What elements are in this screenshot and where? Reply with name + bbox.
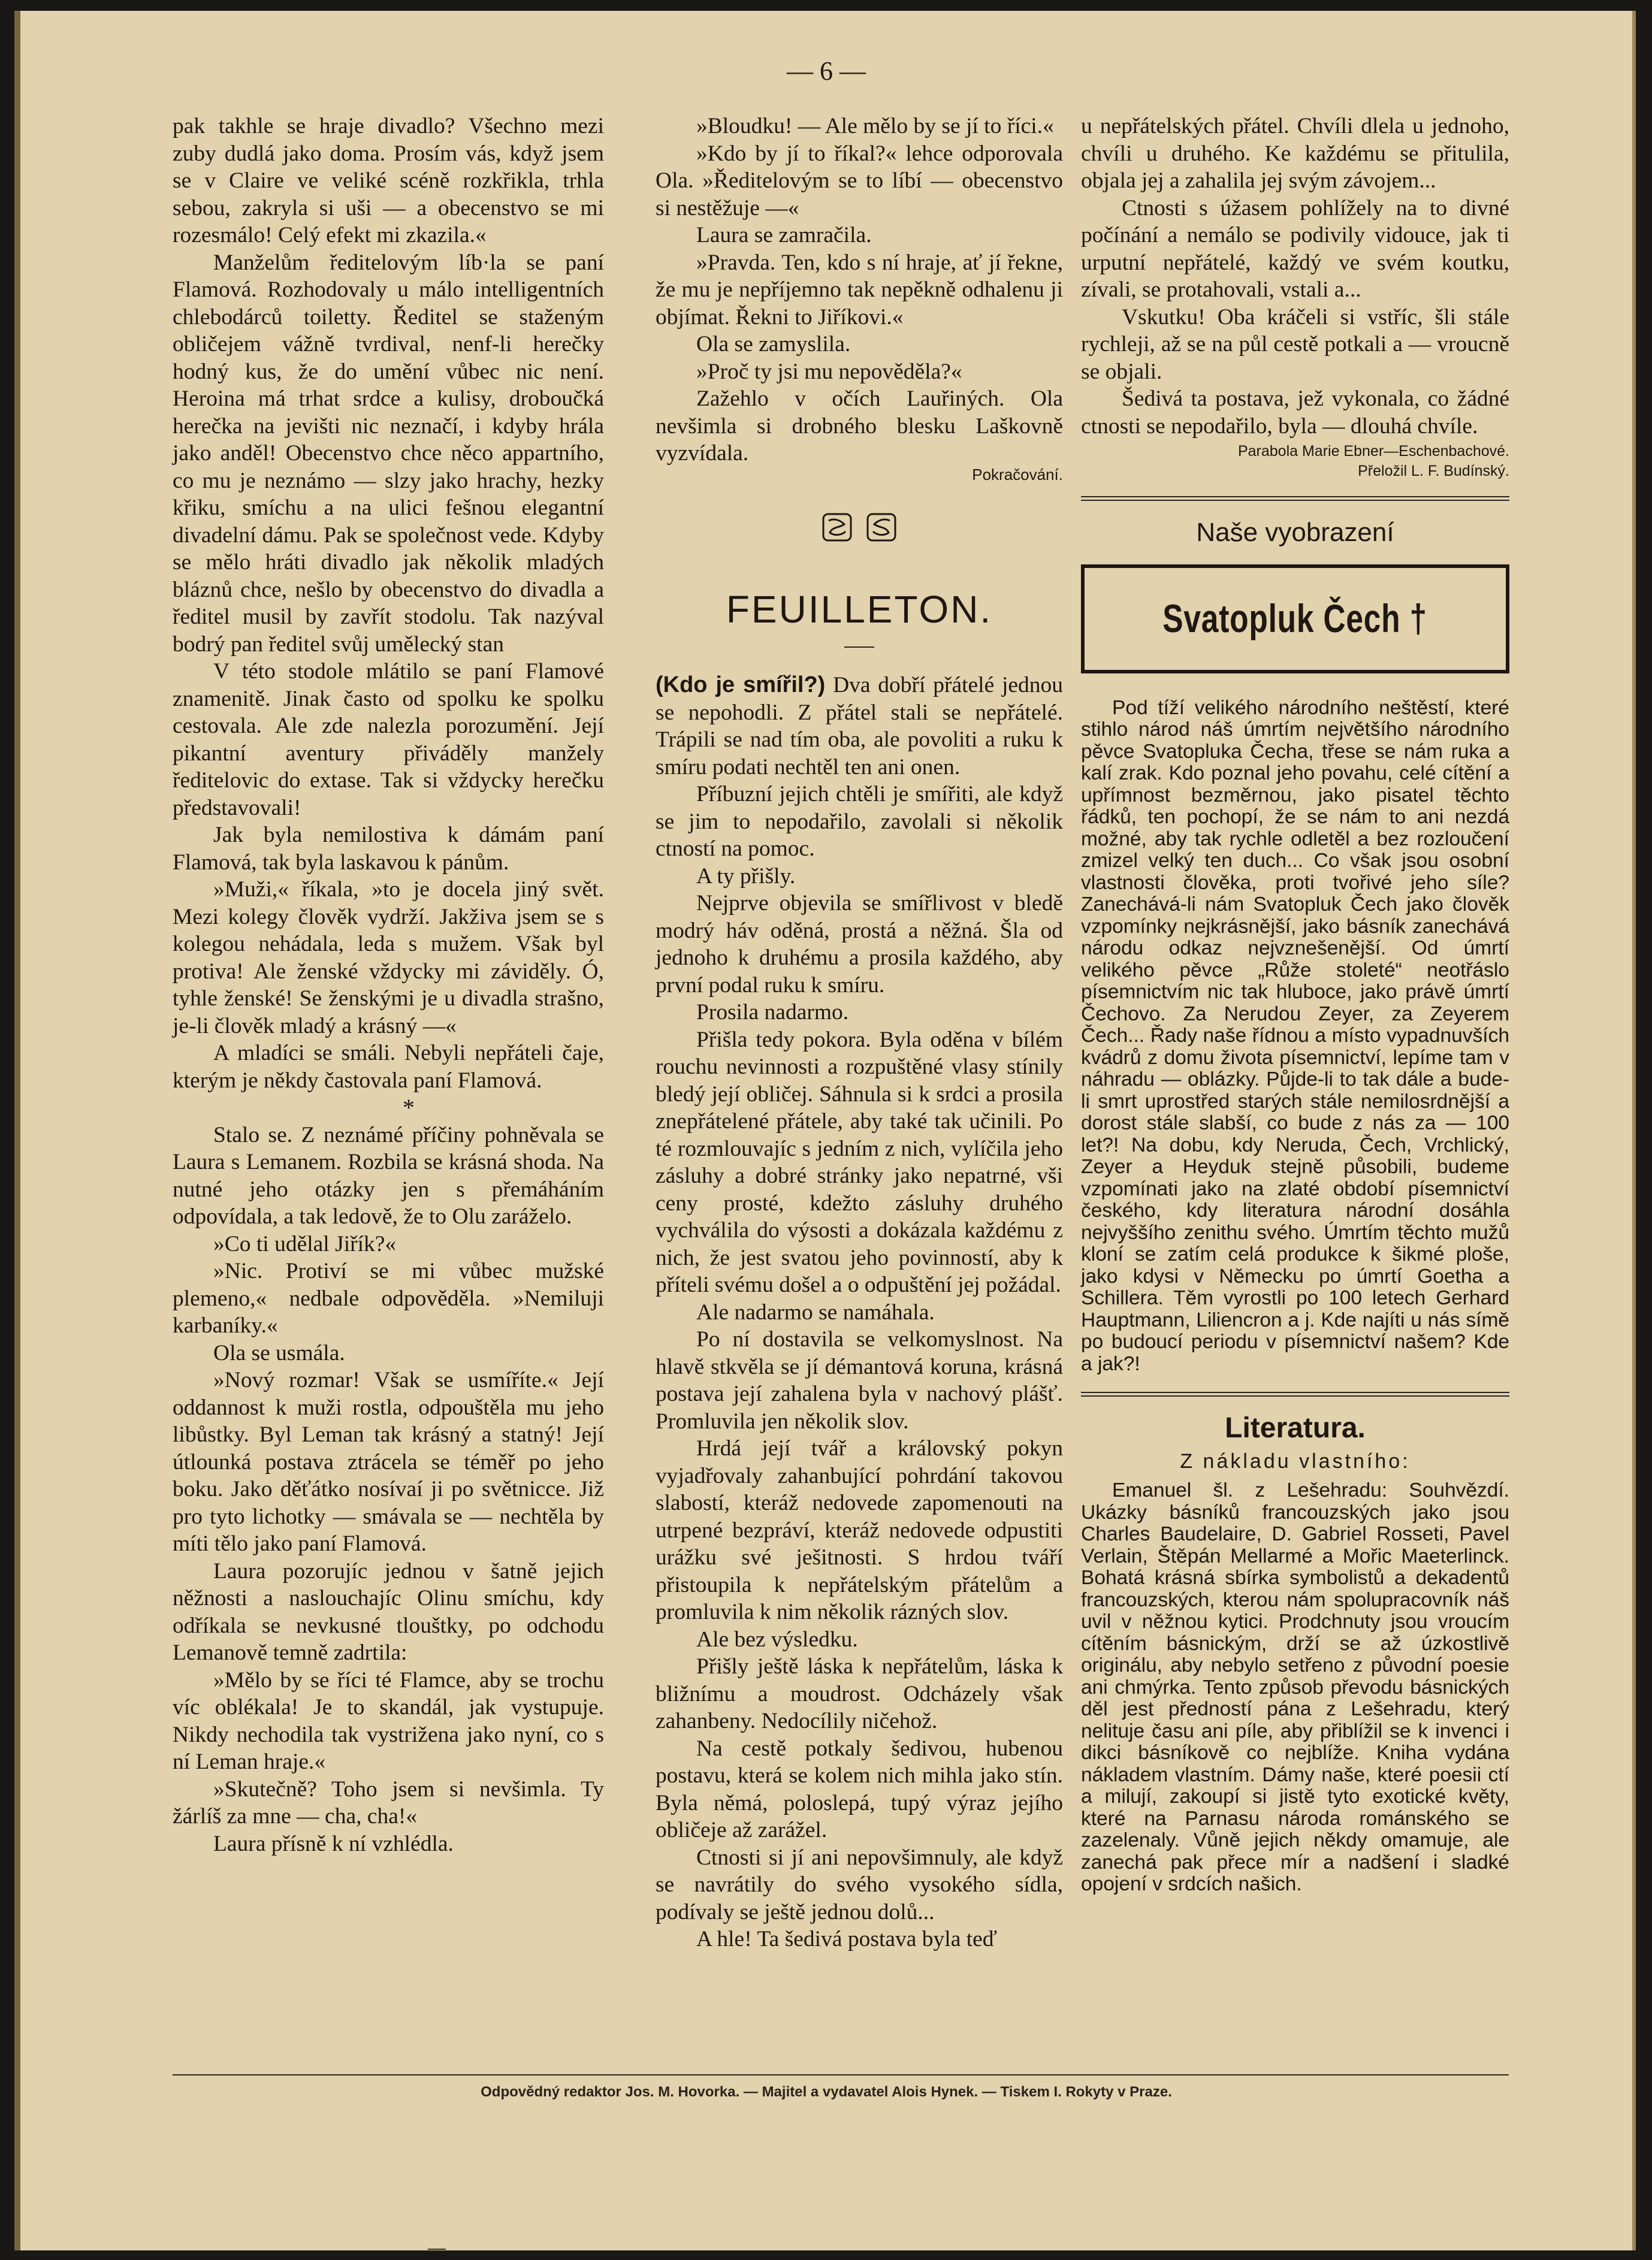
paragraph: »Co ti udělal Jiřík?« (213, 1231, 397, 1256)
nase-vyobrazeni-heading: Naše vyobrazení (1196, 518, 1394, 547)
paragraph: »Mělo by se říci té Flamce, aby se trochu víc oblékala! Je to skandál, jak vystupuje. Nikdy nechodila tak vystrižena jako nyní, co s ní Leman hraje.« (173, 1667, 604, 1774)
paragraph: Prosila nadarmo. (696, 1000, 849, 1025)
paragraph: A hle! Ta šedivá postava byla teď (696, 1927, 998, 1951)
ornament (656, 512, 1063, 542)
paragraph: Ola se zamyslila. (696, 332, 851, 356)
section-divider (1081, 496, 1509, 501)
ornament-left-icon (822, 512, 853, 542)
continued-note: Pokračování. (972, 465, 1063, 484)
story-first-text: Dva dobří přátelé jednou se nepohodli. Z přátel stali se nepřátelé. Trápili se nad tím oba, ale povoliti a ruku k smíru podati nechtěl ten ani onen. (656, 673, 1064, 779)
page-number: — 6 — (787, 56, 866, 86)
credit-author: Parabola Marie Ebner—Eschenbachové. (1237, 443, 1509, 460)
paragraph: Na cestě potkaly šedivou, hubenou postavu, která se kolem nich mihla jako stín. Byla němá, poloslepá, tupý výraz jejího obličeje až zarážel. (656, 1736, 1063, 1842)
paragraph: Stalo se. Z neznámé příčiny pohněvala se Laura s Lemanem. Rozbila se krásná shoda. Na nutné jeho otázky jen s přemáháním odpovídala, a tak ledově, že to Olu zaráželo. (173, 1122, 604, 1229)
paragraph: Ale nadarmo se namáhala. (696, 1300, 935, 1325)
paragraph: Přišla tedy pokora. Byla oděna v bílém rouchu nevinnosti a rozpuštěné vlasy stínily bledý její obličej. Sáhnula si k srdci a prosila znepřátelené přátele, aby také tak učinili. Po té rozmlouvajíc s jedním z nich, vylíčila jeho zásluhy a dobré stránky jako nepatrné, vši ceny prosté, kdežto zásluhy druhého vychválila do výsosti a dokázala každému z nich, že jest svatou jeho povinností, aby k příteli svému došel a o odpuštění jej požádal. (656, 1027, 1063, 1297)
section-break-star: * (403, 1094, 415, 1121)
paragraph: Po ní dostavila se velkomyslnost. Na hlavě stkvěla se jí démantová koruna, krásná postava její zahalena byla v nachový plášť. Promluvila jen několik slov. (656, 1327, 1063, 1434)
paragraph: »Proč ty jsi mu nepověděla?« (696, 359, 962, 384)
paragraph: A ty přišly. (696, 863, 796, 889)
ornament-right-icon (866, 512, 897, 542)
paragraph: u nepřátelských přátel. Chvíli dlela u jednoho, chvíli u druhého. Ke každému se přitulila, objala jej a zahalila jej svým závojem... (1081, 114, 1509, 193)
literatura-paragraph: Emanuel šl. z Lešehradu: Souhvězdí. Ukázky básníků francouzských jako jsou Charles Baudelaire, D. Gabriel Rosseti, Pavel Verlain, Štěpán Mellarmé a Mořic Maeterlinck. Bohatá krásná sbírka symbolistů a dekadentů francouzských, kterou nám spolupracovník náš uvil v něžnou kytici. Prodchnuty jsou vroucím cítěním básnickým, drží se až úzkostlivě originálu, aby nebylo setřeno z původní poesie ani chmýrka. Tento způsob převodu básnických děl jest předností pána z Lešehradu, který nelituje času ani píle, aby přiblížil se k invenci i dikci básníkově co nejblíže. Kniha vydána nákladem vlastním. Dámy naše, které poesii ctí a milují, zakoupí si jistě tyto exotické květy, které na Parnasu národa románského se zazelenaly. Vůně jejich někdy omamuje, ale zanechá pak přece mír a nadšení i sladké opojení v srdcích našich. (1081, 1479, 1509, 1895)
obituary-title-frame (1081, 564, 1509, 673)
column-right (1081, 113, 1509, 1896)
obituary-text-block (1081, 697, 1509, 1376)
story-continuation (656, 113, 1063, 467)
paragraph: »Kdo by jí to říkal?« lehce odporovala Ola. »Ředitelovým se to líbí — obecenstvo si nestěžuje —« (656, 141, 1063, 220)
column-middle (656, 113, 1063, 1953)
newspaper-page (14, 11, 1636, 2250)
paragraph: Laura přísně k ní vzhlédla. (213, 1831, 454, 1856)
paragraph: A mladíci se smáli. Nebyli nepřáteli čaje, kterým je někdy častovala paní Flamová. (173, 1041, 604, 1093)
paragraph: »Nic. Protiví se mi vůbec mužské plemeno,« nedbale odpověděla. »Nemiluji karbaníky.« (173, 1259, 604, 1338)
paragraph: Přišly ještě láska k nepřátelům, láska k bližnímu a moudrost. Odcházely však zahanbeny. Nedocílily ničehož. (656, 1654, 1063, 1733)
parable-ending (1081, 113, 1509, 440)
paragraph: Ale bez výsledku. (696, 1627, 858, 1652)
paragraph: Jak byla nemilostiva k dámám paní Flamová, tak byla laskavou k pánům. (173, 823, 604, 875)
paragraph: Ctnosti si jí ani nepovšimnuly, ale když se navrátily do svého vysokého sídla, podívaly se ještě jednou dolů... (656, 1845, 1063, 1924)
literatura-heading: Literatura. (1225, 1412, 1366, 1444)
paragraph: V této stodole mlátilo se paní Flamové znamenitě. Jinak často od spolku ke spolku cestovala. Ale zde nalezla porozumění. Její pikantní aventury přiváděly manžely ředitelovic do extase. Tak si vždycky herečku představovali! (173, 659, 604, 820)
obituary-paragraph: Pod tíží velikého národního neštěstí, které stihlo národ náš úmrtím největšího národního pěvce Svatopluka Čecha, třese se nám ruka a kalí zrak. Kdo poznal jeho povahu, celé cítění a upřímnost bezměrnou, jako pisatel těchto řádků, ten pochopí, že se nám to ani nezdá možné, aby tak rychle odletěl a bez rozloučení zmizel velký ten duch... Co však jsou osobní vlastnosti člověka, proti tvořivé jeho síle? Zanechává-li nám Svatopluk Čech jako člověk vzpomínky nejkrásnější, jako básník zanechává národu odkaz nejvznešenější. Od úmrtí velikého pěvce „Růže stoleté“ neotřáslo písemnictvím nic tak hluboce, jako právě úmrtí Čechovo. Za Nerudou Zeyer, za Zeyerem Čech... Řady naše řídnou a místo vypadnuvších kvádrů z domu života písemnictví, lepíme tam v náhradu — oblázky. Půjde-li to tak dále a bude-li smrt uprostřed starých stále nemilosrdnější a dorost stále slabší, co bude z nás za — 100 let?! Na dobu, kdy Neruda, Čech, Vrchlický, Zeyer a Heyduk stejně působili, budeme vzpomínati jako na zlaté období písemnictví českého, kdy literatura národní dosáhla nejvyššího zenithu svého. Úmrtím těchto mužů kloní se zatím celá produkce k šikmé ploše, jako kdysi v Německu po úmrtí Goetha a Schillera. Těm vyrostli po 100 letech Gerhard Hauptmann, Liliencron a j. Kde najíti u nás símě po budoucí periodu v písemnictví našem? Kde a jak?! (1081, 696, 1509, 1375)
paragraph: pak takhle se hraje divadlo? Všechno mezi zuby dudlá jako doma. Prosím vás, když jsem se v Claire ve veliké scéně rozkřikla, trhla sebou, zakryla si uši — a obecenstvo se mi rozesmálo! Celý efekt mi zkazila.« (173, 114, 604, 247)
paragraph: »Muži,« říkala, »to je docela jiný svět. Mezi kolegy člověk vydrží. Jakživa jsem se s kolegou nehádala, leda s mužem. Však byl protiva! Ale ženské vždycky mi záviděly. Ó, tyhle ženské! Se ženskými je u divadla strašno, je-li člověk mladý a krásný —« (173, 877, 604, 1038)
paragraph: Manželům ředitelovým líb·la se paní Flamová. Rozhodovaly u málo intelligentních chlebodárců toiletty. Ředitel se staženým obličejem vážně tvrdival, nenf-li herečky hodný kus, že do umění vůbec nic není. Heroina má trhat srdce a kulisy, droboučká herečka na jevišti nic neznačí, i kdyby hrála jako anděl! Obecenstvo chce něco appartního, co mu je neznámo — slzy jako hrachy, hezky křiku, smíchu a na ulici fešnou elegantní divadelní dámu. Pak se společnost vede. Kdyby se mělo hráti divadlo jak několik mladých bláznů chce, nešlo by obecenstvo do divadla a ředitel musil by zavřít stodolu. Tak nazýval bodrý pan ředitel svůj umělecký stan (173, 250, 604, 657)
paragraph: Laura pozorujíc jednou v šatně jejich něžnosti a naslouchajíc Olinu smíchu, kdy odříkala se nevkusné tlouštky, po odchodu Lemanově temně zadrtila: (173, 1558, 604, 1665)
paragraph: Nejprve objevila se smířlivost v bledě modrý háv oděná, prostá a něžná. Šla od jednoho k druhému a prosila každého, aby první podal ruku k smíru. (656, 891, 1063, 998)
paragraph: Ctnosti s úžasem pohlížely na to divné počínání a nemálo se podivily vidouce, jak ti urputní nepřátelé, každý ve svém koutku, zívali, se protahovali, vstali a... (1081, 195, 1509, 302)
paragraph: Laura se zamračila. (696, 223, 872, 247)
story-first-paragraph (656, 672, 1063, 781)
imprint-footer: Odpovědný redaktor Jos. M. Hovorka. — Majitel a vydavatel Alois Hynek. — Tiskem I. Rokyty v Praze. (481, 2084, 1172, 2100)
short-rule (844, 646, 874, 648)
paragraph: Šedivá ta postava, jež vykonala, co žádné ctnosti se nepodařilo, byla — dlouhá chvíle. (1081, 386, 1509, 439)
column-left (173, 113, 604, 1857)
paragraph: »Nový rozmar! Však se usmíříte.« Její oddannost k muži rostla, odpouštěla mu jeho libůstky. Byl Leman tak krásný a statný! Její útlounká postava ztrácela se téměř po jeho boku. Jako děťátko nosívaí ji po světnicce. Již pro tyto lichotky — smávala se — nechtěla by míti tělo jako paní Flamová. (173, 1368, 604, 1556)
credit-translator: Přeložil L. F. Budínský. (1358, 463, 1509, 479)
paragraph: Ola se usmála. (213, 1340, 345, 1365)
paragraph: Příbuzní jejich chtěli je smířiti, ale když se jim to nepodařilo, zavolali si několik ctností na pomoc. (656, 782, 1063, 861)
paragraph: »Bloudku! — Ale mělo by se jí to říci.« (696, 114, 1054, 138)
section-divider-2 (1081, 1392, 1509, 1397)
bottom-mark (428, 2249, 446, 2250)
literatura-subheading: Z nákladu vlastního: (1180, 1449, 1411, 1473)
paragraph: Hrdá její tvář a královský pokyn vyjadřovaly zahanbující pohrdání takovou slabostí, kteráž nedovede zapomenouti na utrpené bezpráví, kteráž nedovede odpustiti urážku své ješitnosti. S hrdou tváří přistoupila k nepřátelským přátelům a promluvila k nim několik rázných slov. (656, 1436, 1063, 1624)
footer-rule (173, 2074, 1509, 2075)
feuilleton-heading: FEUILLETON. (726, 588, 993, 631)
story-title: (Kdo je smířil?) (656, 672, 826, 697)
literatura-text-block (1081, 1480, 1509, 1896)
story-body (656, 781, 1063, 1953)
paragraph: »Pravda. Ten, kdo s ní hraje, ať jí řekne, že mu je nepříjemno tak nepěkně odhalenu ji objímat. Řekni to Jiříkovi.« (656, 250, 1063, 330)
paragraph: »Skutečně? Toho jsem si nevšimla. Ty žárlíš za mne — cha, cha!« (173, 1776, 604, 1829)
paragraph: Zažehlo v očích Lauřiných. Ola nevšimla si drobného blesku Laškovně vyzvídala. (656, 386, 1063, 466)
paragraph: Vskutku! Oba kráčeli si vstříc, šli stále rychleji, až se na půl cestě potkali a — vroucně se objali. (1081, 304, 1509, 384)
obituary-title: Svatopluk Čech † (1162, 596, 1428, 640)
